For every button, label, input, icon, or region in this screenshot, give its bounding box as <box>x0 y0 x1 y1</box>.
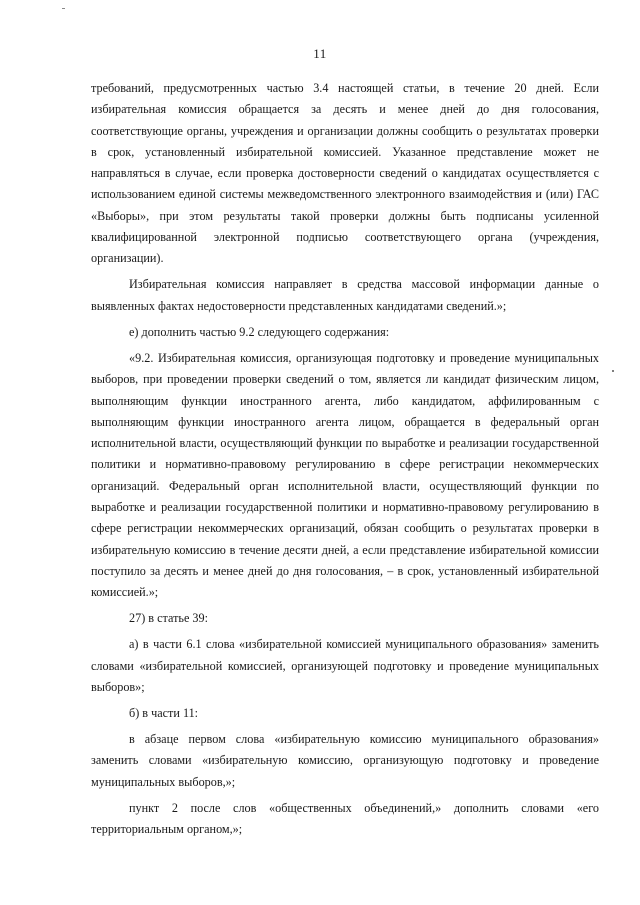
paragraph-part-9-2: «9.2. Избирательная комиссия, организующая подготовку и проведение муниципальных выборов, при проведении проверки сведений о том, является ли кандидат физическим лицом, выполняющим функции иностранного агента, либо кандидатом, аффилированным с выполняющим функции иностранного агента лицом, обращается в федеральный орган исполнительной власти, осуществляющий функции по выработке и реализации государственной политики и нормативно-правовому регулированию в сфере регистрации некоммерческих организаций. Федеральный орган исполнительной власти, осуществляющий функции по выработке и реализации государственной политики и нормативно-правовому регулированию в сфере регистрации некоммерческих организаций, обязан сообщить о результатах проверки в избирательную комиссию в течение десяти дней, а если представление избирательной комиссии поступило за десять и менее дней до дня голосования, – в срок, установленный избирательной комиссией.»; <box>91 350 599 600</box>
document-body <box>91 78 599 845</box>
paragraph-first-abzac: в абзаце первом слова «избирательную комиссию муниципального образования» заменить словами «избирательную комиссию, организующую подготовку и проведение муниципальных выборов,»; <box>91 732 599 789</box>
paragraph-media-notice: Избирательная комиссия направляет в средства массовой информации данные о выявленных фактах недостоверности представленных кандидатами сведений.»; <box>91 277 599 313</box>
paragraph-amendment-e: е) дополнить частью 9.2 следующего содержания: <box>129 324 390 339</box>
paragraph-point-2: пункт 2 после слов «общественных объединений,» дополнить словами «его территориальным органом,»; <box>91 800 599 837</box>
paragraph-amendment-a: а) в части 6.1 слова «избирательной комиссией муниципального образования» заменить словами «избирательной комиссией, организующей подготовку и проведение муниципальных выборов»; <box>91 637 599 694</box>
paragraph-article-39: 27) в статье 39: <box>129 611 208 626</box>
scan-artifact-mark <box>612 370 614 372</box>
page-number: 11 <box>313 46 327 61</box>
scan-artifact <box>62 8 65 9</box>
paragraph-amendment-b: б) в части 11: <box>129 706 199 721</box>
paragraph-continuation: требований, предусмотренных частью 3.4 настоящей статьи, в течение 20 дней. Если избирательная комиссия обращается за десять и менее дней до дня голосования, соответствующие органы, учреждения и организации должны сообщить о результатах проверки в срок, установленный избирательной комиссией. Указанное представление может не направляться в случае, если проверка достоверности сведений о кандидатах осуществляется с использованием единой системы межведомственного электронного взаимодействия и (или) ГАС «Выборы», при этом результаты такой проверки должны быть подписаны усиленной квалифицированной электронной подписью соответствующего органа (учреждения, организации). <box>91 81 599 266</box>
